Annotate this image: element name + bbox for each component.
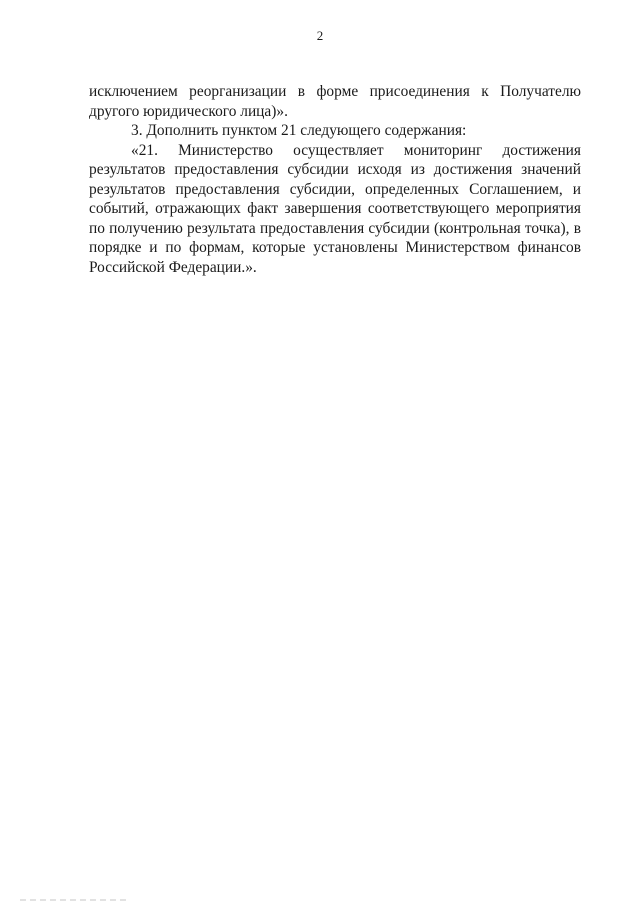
document-body [89, 82, 581, 277]
page-number: 2 [316, 28, 324, 43]
text-line: другого юридического лица)». [89, 102, 288, 120]
text-line: порядке и по формам, которые установлены Министерством финансов [89, 239, 581, 256]
text-line: исключением реорганизации в форме присоединения к Получателю [89, 83, 581, 100]
scan-artifact [20, 899, 130, 901]
text-line: по получению результата предоставления субсидии (контрольная точка), в [89, 219, 581, 237]
text-line: 3. Дополнить пунктом 21 следующего содержания: [131, 122, 467, 139]
text-line: событий, отражающих факт завершения соответствующего мероприятия [89, 200, 581, 217]
text-line: Российской Федерации.». [89, 258, 257, 276]
text-line: результатов предоставления субсидии, определенных Соглашением, и [89, 180, 581, 198]
text-line: «21. Министерство осуществляет мониторинг достижения [131, 141, 581, 159]
text-line: результатов предоставления субсидии исходя из достижения значений [89, 161, 581, 178]
